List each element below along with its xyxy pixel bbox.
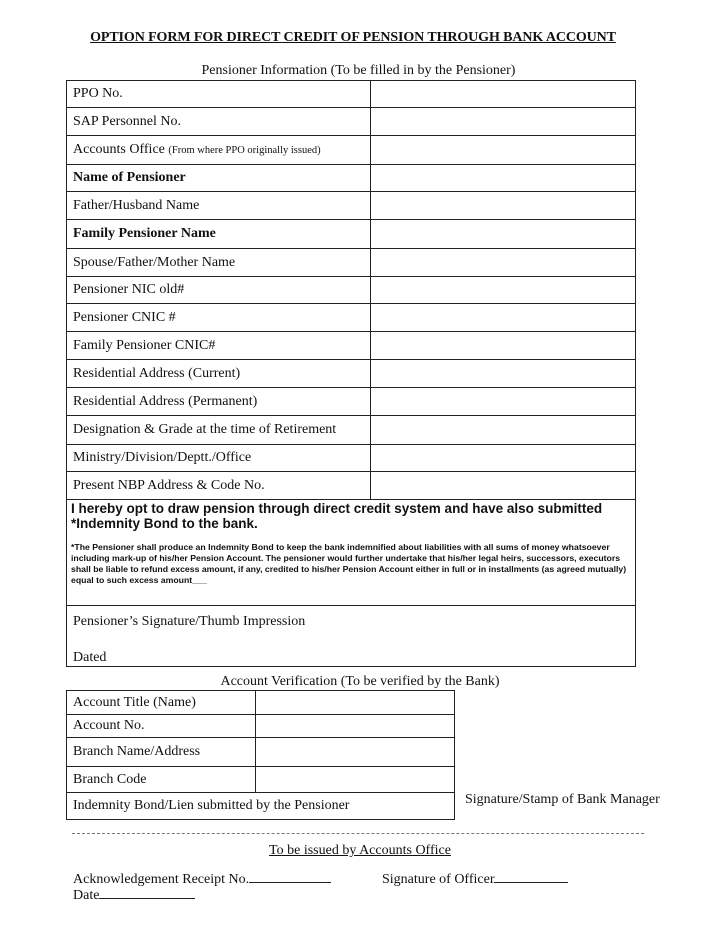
table-row xyxy=(67,793,455,820)
field-label-cell xyxy=(67,793,455,820)
table-row xyxy=(67,416,636,445)
field-label-cell xyxy=(67,472,371,500)
field-value-input[interactable] xyxy=(256,767,455,793)
field-label-cell xyxy=(67,360,371,388)
field-label: Indemnity Bond/Lien submitted by the Pensioner xyxy=(73,798,350,813)
table-row xyxy=(67,165,636,192)
officer-signature-blank[interactable] xyxy=(494,870,568,883)
field-label: Residential Address (Permanent) xyxy=(73,393,258,409)
table-row xyxy=(67,220,636,249)
field-value-input[interactable] xyxy=(371,277,636,304)
field-label: PPO No. xyxy=(73,86,123,101)
form-title: OPTION FORM FOR DIRECT CREDIT OF PENSION THROUGH BANK ACCOUNT xyxy=(90,30,616,45)
table-row xyxy=(67,445,636,472)
field-label-cell xyxy=(67,304,371,332)
pensioner-signature-cell[interactable] xyxy=(67,606,636,667)
field-label: Branch Code xyxy=(73,771,147,787)
field-label-cell xyxy=(67,738,256,767)
bank-manager-signature-label: Signature/Stamp of Bank Manager xyxy=(465,792,660,807)
field-label-cell xyxy=(67,445,371,472)
table-row xyxy=(67,277,636,304)
field-label: Accounts Office xyxy=(73,142,165,157)
field-label-cell xyxy=(67,332,371,360)
field-label-cell xyxy=(67,136,371,165)
table-row xyxy=(67,388,636,416)
field-label: Account Title (Name) xyxy=(73,694,196,710)
table-row xyxy=(67,738,455,767)
field-label-cell xyxy=(67,81,371,108)
cut-line-divider xyxy=(72,833,644,834)
field-value-input[interactable] xyxy=(256,691,455,715)
table-row xyxy=(67,304,636,332)
field-label-cell xyxy=(67,767,256,793)
account-verification-table xyxy=(66,690,455,820)
table-row xyxy=(67,472,636,500)
date-label: Date xyxy=(73,888,100,903)
field-label-cell xyxy=(67,388,371,416)
field-label-cell xyxy=(67,691,256,715)
ack-receipt-label: Acknowledgement Receipt No. xyxy=(73,872,250,887)
field-label: Residential Address (Current) xyxy=(73,365,241,381)
table-row xyxy=(67,767,455,793)
field-label-cell xyxy=(67,277,371,304)
field-value-input[interactable] xyxy=(371,472,636,500)
officer-signature-field[interactable] xyxy=(382,870,568,888)
field-label: Pensioner NIC old# xyxy=(73,282,185,297)
field-label: SAP Personnel No. xyxy=(73,113,181,129)
table-row xyxy=(67,249,636,277)
field-label-cell xyxy=(67,715,256,738)
field-value-input[interactable] xyxy=(371,192,636,220)
field-label: Account No. xyxy=(73,718,145,733)
field-value-input[interactable] xyxy=(371,416,636,445)
field-value-input[interactable] xyxy=(256,715,455,738)
field-label: Father/Husband Name xyxy=(73,197,200,213)
date-blank[interactable] xyxy=(99,886,195,899)
field-label: Ministry/Division/Deptt./Office xyxy=(73,450,252,465)
dated-label: Dated xyxy=(73,650,107,665)
pensioner-section-heading: Pensioner Information (To be filled in by the Pensioner) xyxy=(201,63,516,78)
accounts-office-heading: To be issued by Accounts Office xyxy=(269,843,451,858)
field-value-input[interactable] xyxy=(371,165,636,192)
field-label-cell xyxy=(67,108,371,136)
field-value-input[interactable] xyxy=(371,332,636,360)
officer-signature-label: Signature of Officer xyxy=(382,872,495,887)
option-statement-cell xyxy=(67,500,636,606)
table-row xyxy=(67,136,636,165)
field-value-input[interactable] xyxy=(371,304,636,332)
field-value-input[interactable] xyxy=(256,738,455,767)
table-row xyxy=(67,81,636,108)
table-row xyxy=(67,691,455,715)
field-note: (From where PPO originally issued) xyxy=(168,145,321,156)
table-row xyxy=(67,715,455,738)
field-label: Designation & Grade at the time of Retirement xyxy=(73,422,337,437)
field-label: Branch Name/Address xyxy=(73,744,201,759)
field-value-input[interactable] xyxy=(371,445,636,472)
field-label-cell xyxy=(67,165,371,192)
table-row xyxy=(67,192,636,220)
field-value-input[interactable] xyxy=(371,220,636,249)
field-label: Present NBP Address & Code No. xyxy=(73,477,265,493)
indemnity-note: *The Pensioner shall produce an Indemnity Bond to keep the bank indemnified about liabilities with all sums of money whatsoever including mark-up of his/her Pension Account. The pensioner would further undertake that his/her legal heirs, successors, executors shall be liable to refund excess amount, if any, credited to his/her Pension Account either in full or in installments (as agreed mutually) equal to such excess amount___ xyxy=(71,542,627,585)
ack-receipt-blank[interactable] xyxy=(249,870,331,883)
pensioner-info-table xyxy=(66,80,636,667)
field-label-cell xyxy=(67,249,371,277)
option-statement: I hereby opt to draw pension through direct credit system and have also submitted *Indemnity Bond to the bank. xyxy=(71,501,603,531)
field-value-input[interactable] xyxy=(371,360,636,388)
field-label-cell xyxy=(67,220,371,249)
field-value-input[interactable] xyxy=(371,81,636,108)
pensioner-signature-label: Pensioner’s Signature/Thumb Impression xyxy=(73,614,306,629)
field-label: Name of Pensioner xyxy=(73,170,186,185)
field-label: Family Pensioner Name xyxy=(73,226,216,241)
field-value-input[interactable] xyxy=(371,388,636,416)
account-section-heading: Account Verification (To be verified by the Bank) xyxy=(220,674,500,689)
table-row xyxy=(67,360,636,388)
field-label: Family Pensioner CNIC# xyxy=(73,337,216,353)
date-field[interactable] xyxy=(73,886,195,904)
field-label: Pensioner CNIC # xyxy=(73,309,176,325)
field-label-cell xyxy=(67,192,371,220)
field-label: Spouse/Father/Mother Name xyxy=(73,254,236,270)
table-row xyxy=(67,332,636,360)
field-value-input[interactable] xyxy=(371,249,636,277)
table-row xyxy=(67,108,636,136)
field-label-cell xyxy=(67,416,371,445)
field-value-input[interactable] xyxy=(371,108,636,136)
field-value-input[interactable] xyxy=(371,136,636,165)
